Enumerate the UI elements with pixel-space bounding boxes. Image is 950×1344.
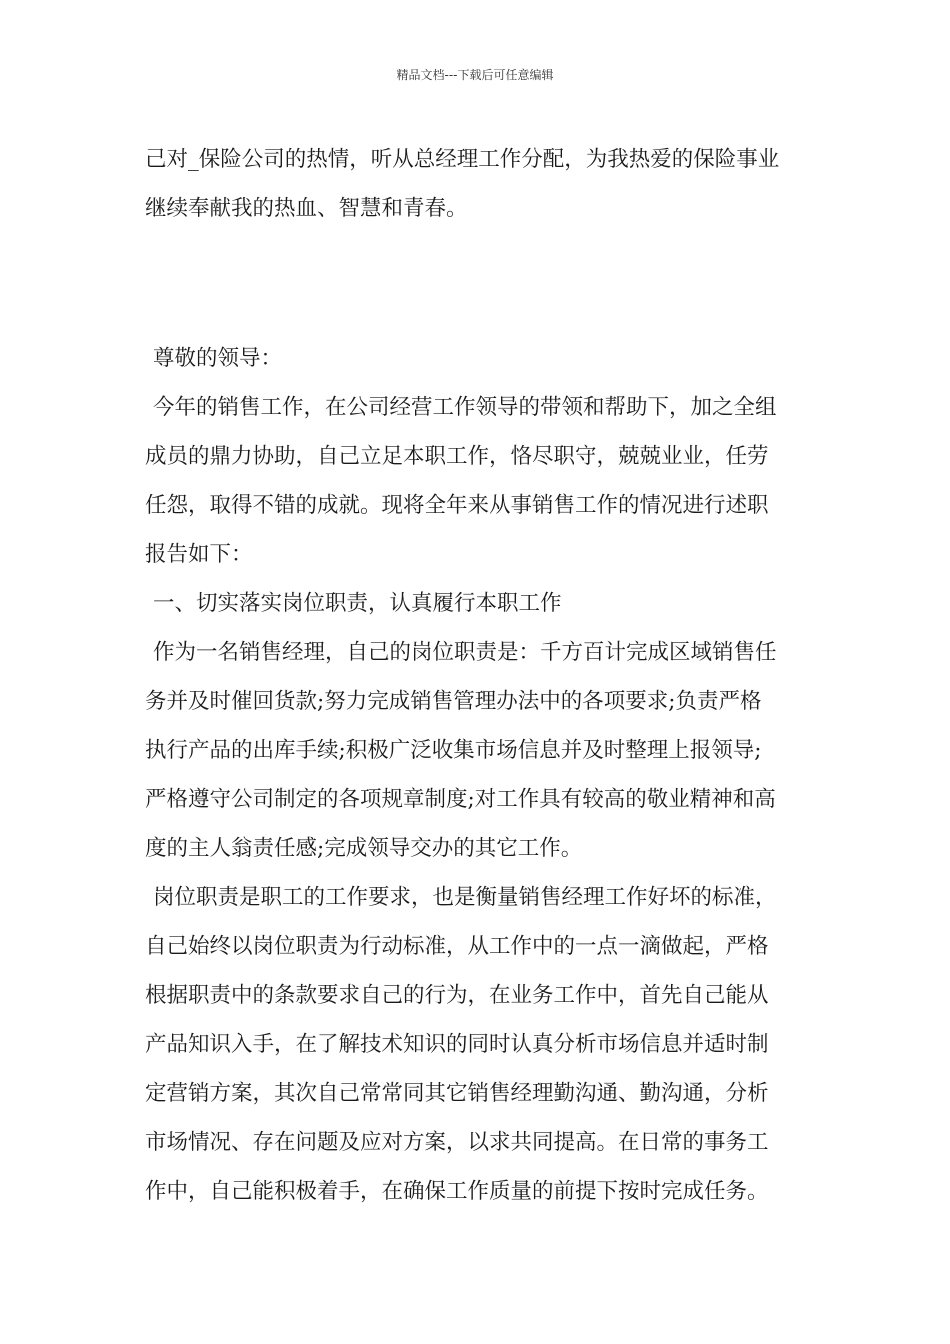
salutation: 尊敬的领导： bbox=[153, 346, 283, 371]
text-line: 今年的销售工作，在公司经营工作领导的带领和帮助下，加之全组 bbox=[153, 395, 777, 420]
text-line: 度的主人翁责任感;完成领导交办的其它工作。 bbox=[145, 836, 583, 861]
text-line: 作为一名销售经理，自己的岗位职责是：千方百计完成区域销售任 bbox=[153, 640, 777, 665]
text-line: 自己始终以岗位职责为行动标准，从工作中的一点一滴做起，严格 bbox=[145, 934, 769, 959]
text-line: 市场情况、存在问题及应对方案，以求共同提高。在日常的事务工 bbox=[145, 1130, 769, 1155]
text-line: 定营销方案，其次自己常常同其它销售经理勤沟通、勤沟通，分析 bbox=[145, 1081, 769, 1106]
paragraph-gap bbox=[145, 233, 810, 334]
page-header: 精品文档---下载后可任意编辑 bbox=[396, 68, 554, 82]
text-line: 作中，自己能积极着手，在确保工作质量的前提下按时完成任务。 bbox=[145, 1179, 769, 1204]
text-line: 成员的鼎力协助，自己立足本职工作，恪尽职守，兢兢业业，任劳 bbox=[145, 444, 769, 469]
text-line: 岗位职责是职工的工作要求，也是衡量销售经理工作好坏的标准， bbox=[153, 885, 777, 910]
text-line: 根据职责中的条款要求自己的行为，在业务工作中，首先自己能从 bbox=[145, 983, 769, 1008]
text-line: 己对_保险公司的热情，听从总经理工作分配，为我热爱的保险事业 bbox=[145, 147, 780, 172]
text-line: 报告如下： bbox=[145, 542, 253, 567]
section-heading: 一、切实落实岗位职责，认真履行本职工作 bbox=[153, 591, 562, 616]
text-line: 产品知识入手，在了解技术知识的同时认真分析市场信息并适时制 bbox=[145, 1032, 769, 1057]
text-line: 继续奉献我的热血、智慧和青春。 bbox=[145, 196, 468, 221]
text-line: 执行产品的出库手续;积极广泛收集市场信息并及时整理上报领导; bbox=[145, 738, 762, 763]
text-line: 严格遵守公司制定的各项规章制度;对工作具有较高的敬业精神和高 bbox=[145, 787, 776, 812]
text-line: 任怨，取得不错的成就。现将全年来从事销售工作的情况进行述职 bbox=[145, 493, 769, 518]
text-line: 务并及时催回货款;努力完成销售管理办法中的各项要求;负责严格 bbox=[145, 689, 762, 714]
document-body bbox=[145, 135, 810, 1216]
